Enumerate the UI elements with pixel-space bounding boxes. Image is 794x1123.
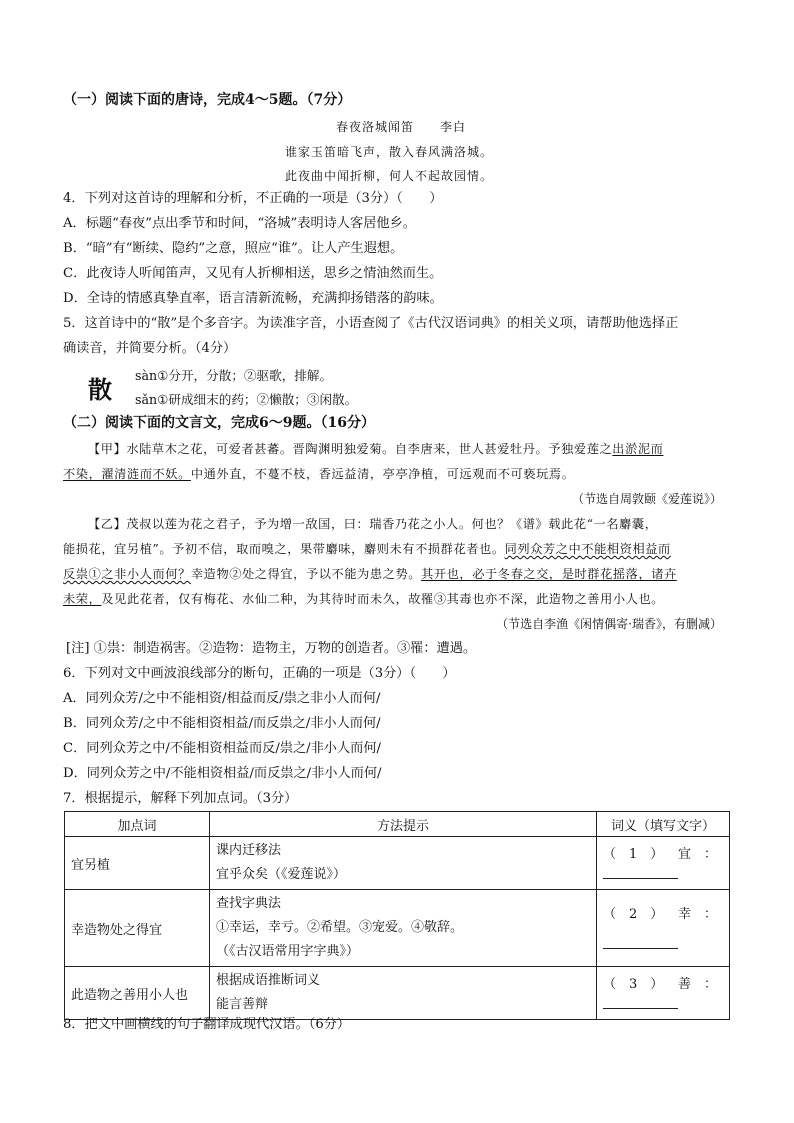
row3-answer-char: 善 ： [677,977,717,992]
row1-word: 宜另植 [65,837,210,890]
table-row [65,890,730,967]
row1-answer-num: （ 1 ） [603,847,664,862]
yi-paragraph-line-1: 【乙】茂叔以莲为花之君子，予为增一敌国，曰：瑞香乃花之小人。何也？《谱》载此花“一名麝囊， [88,517,658,531]
q6-option-b: B．同列众芳/之中不能相资相益/而反祟之/非小人而何/ [63,716,381,731]
row2-answer [597,890,730,967]
row3-hint [210,967,597,1020]
yi-paragraph-line-4 [63,590,734,608]
row3-hint-1: 根据成语推断词义 [216,973,321,988]
table-row [65,967,730,1020]
poem-line-1: 谁家玉笛暗飞声，散入春风满洛城。 [285,145,494,159]
yi-wavy-1: 同列众芳之中不能相资相益而 [504,542,671,556]
jia-text: 【甲】水陆草木之花，可爱者甚蕃。晋陶渊明独爱菊。自李唐来，世人甚爱牡丹。予独爱莲之 [88,442,613,456]
jia-paragraph-line-1 [88,440,734,458]
table-header-hint: 方法提示 [210,812,597,837]
row1-answer [597,837,730,890]
row3-answer-num: （ 3 ） [603,977,664,992]
row1-hint-2: 宜乎众矣（《爱莲说》） [216,867,347,882]
row2-answer-num: （ 2 ） [603,907,664,922]
row1-answer-blank[interactable] [603,862,678,879]
row2-word: 幸造物处之得宜 [65,890,210,967]
row3-answer-blank[interactable] [603,992,678,1009]
row3-hint-2: 能言善辩 [216,997,269,1012]
row2-hint-2: ①幸运，幸亏。②希望。③宠爱。④敬辞。 [216,920,464,935]
q4-stem: 4．下列对这首诗的理解和分析，不正确的一项是（3分）（ ） [63,191,443,206]
row2-hint [210,890,597,967]
jia-paragraph-line-2 [63,465,734,483]
row1-hint [210,837,597,890]
yi-text-2: 能损花，宜另植”。予初不信，取而嗅之，果带麝味，麝则未有不损群花者也。 [63,542,505,556]
jia-source: （节选自周敦颐《爱莲说》） [571,492,722,506]
q4-option-a: A．标题“春夜”点出季节和时间，“洛城”表明诗人客居他乡。 [63,216,416,231]
jia-underlined-2: 不染，濯清涟而不妖。 [63,467,191,481]
q4-option-b: B．“暗”有“断续、隐约”之意，照应“谁”。让人产生遐想。 [63,241,404,256]
q8-stem: 8．把文中画横线的句子翻译成现代汉语。（6分） [63,1017,351,1032]
row2-hint-1: 查找字典法 [216,896,282,911]
q6-stem: 6．下列对文中画波浪线部分的断句，正确的一项是（3分）（ ） [63,666,456,681]
table-header-row [65,812,730,837]
row1-answer-char: 宜 ： [677,847,717,862]
yi-wavy-2: 反祟①之非小人而何？ [63,567,191,581]
jia-text-2: 中通外直，不蔓不枝，香远益清，亭亭净植，可远观而不可亵玩焉。 [190,467,575,481]
table-header-word: 加点词 [65,812,210,837]
dictionary-character: 散 [88,375,112,404]
q4-option-d: D．全诗的情感真挚直率，语言清新流畅，充满抑扬错落的韵味。 [63,291,443,306]
yi-source: （节选自李渔《闲情偶寄·瑞香》，有删减） [496,617,722,631]
q6-option-a: A．同列众芳/之中不能相资/相益而反/祟之非小人而何/ [63,691,381,706]
row2-answer-blank[interactable] [603,932,678,949]
pronunciation-san4: sàn①分开，分散；②驱歌，排解。 [135,368,333,383]
row2-hint-3: （《古汉语常用字字典》） [216,944,360,959]
poem-line-2: 此夜曲中闻折柳，何人不起故园情。 [285,169,494,183]
q5-stem-2: 确读音，并简要分析。（4分） [63,341,237,356]
section1-header: （一）阅读下面的唐诗，完成4～5题。（7分） [63,92,352,108]
table-header-meaning: 词义（填写文字） [597,812,730,837]
q6-option-d: D．同列众芳之中/不能相资相益/而反祟之/非小人而何/ [63,766,382,781]
yi-text-4: 及见此花者，仅有梅花、水仙二种，为其待时而未久，故罹③其毒也亦不深，此造物之善用小人也。 [101,592,665,606]
row2-answer-char: 幸 ： [677,907,717,922]
q5-stem-1: 5．这首诗中的“散”是个多音字。为读准字音，小语查阅了《古代汉语词典》的相关义项，请帮助他选择正 [63,316,679,331]
yi-paragraph-line-3 [63,565,734,583]
q4-option-c: C．此夜诗人听闻笛声，又见有人折柳相送，思乡之情油然而生。 [63,266,443,281]
q7-table [64,811,730,1020]
pronunciation-san3: sǎn①研成细末的药；②懒散；③闲散。 [135,392,358,407]
yi-underlined-2: 未荣， [63,592,102,606]
section2-header: （二）阅读下面的文言文，完成6～9题。（16分） [63,415,375,431]
yi-underlined-1: 其开也，必于冬春之交，是时群花摇落，诸卉 [421,567,677,581]
row3-word: 此造物之善用小人也 [65,967,210,1020]
q7-stem: 7．根据提示，解释下列加点词。（3分） [63,791,298,806]
table-row [65,837,730,890]
q6-option-c: C．同列众芳之中/不能相资相益而反/祟之/非小人而何/ [63,741,381,756]
yi-paragraph-line-2 [63,540,734,558]
row1-hint-1: 课内迁移法 [216,843,282,858]
row3-answer [597,967,730,1020]
yi-text-3: 幸造物②处之得宜，予以不能为患之势。 [190,567,422,581]
annotation-note: [注] ①祟：制造祸害。②造物：造物主，万物的创造者。③罹：遭遇。 [66,641,477,656]
poem-title: 春夜洛城闻笛 李白 [336,120,467,134]
jia-underlined-1: 出淤泥而 [612,442,664,456]
